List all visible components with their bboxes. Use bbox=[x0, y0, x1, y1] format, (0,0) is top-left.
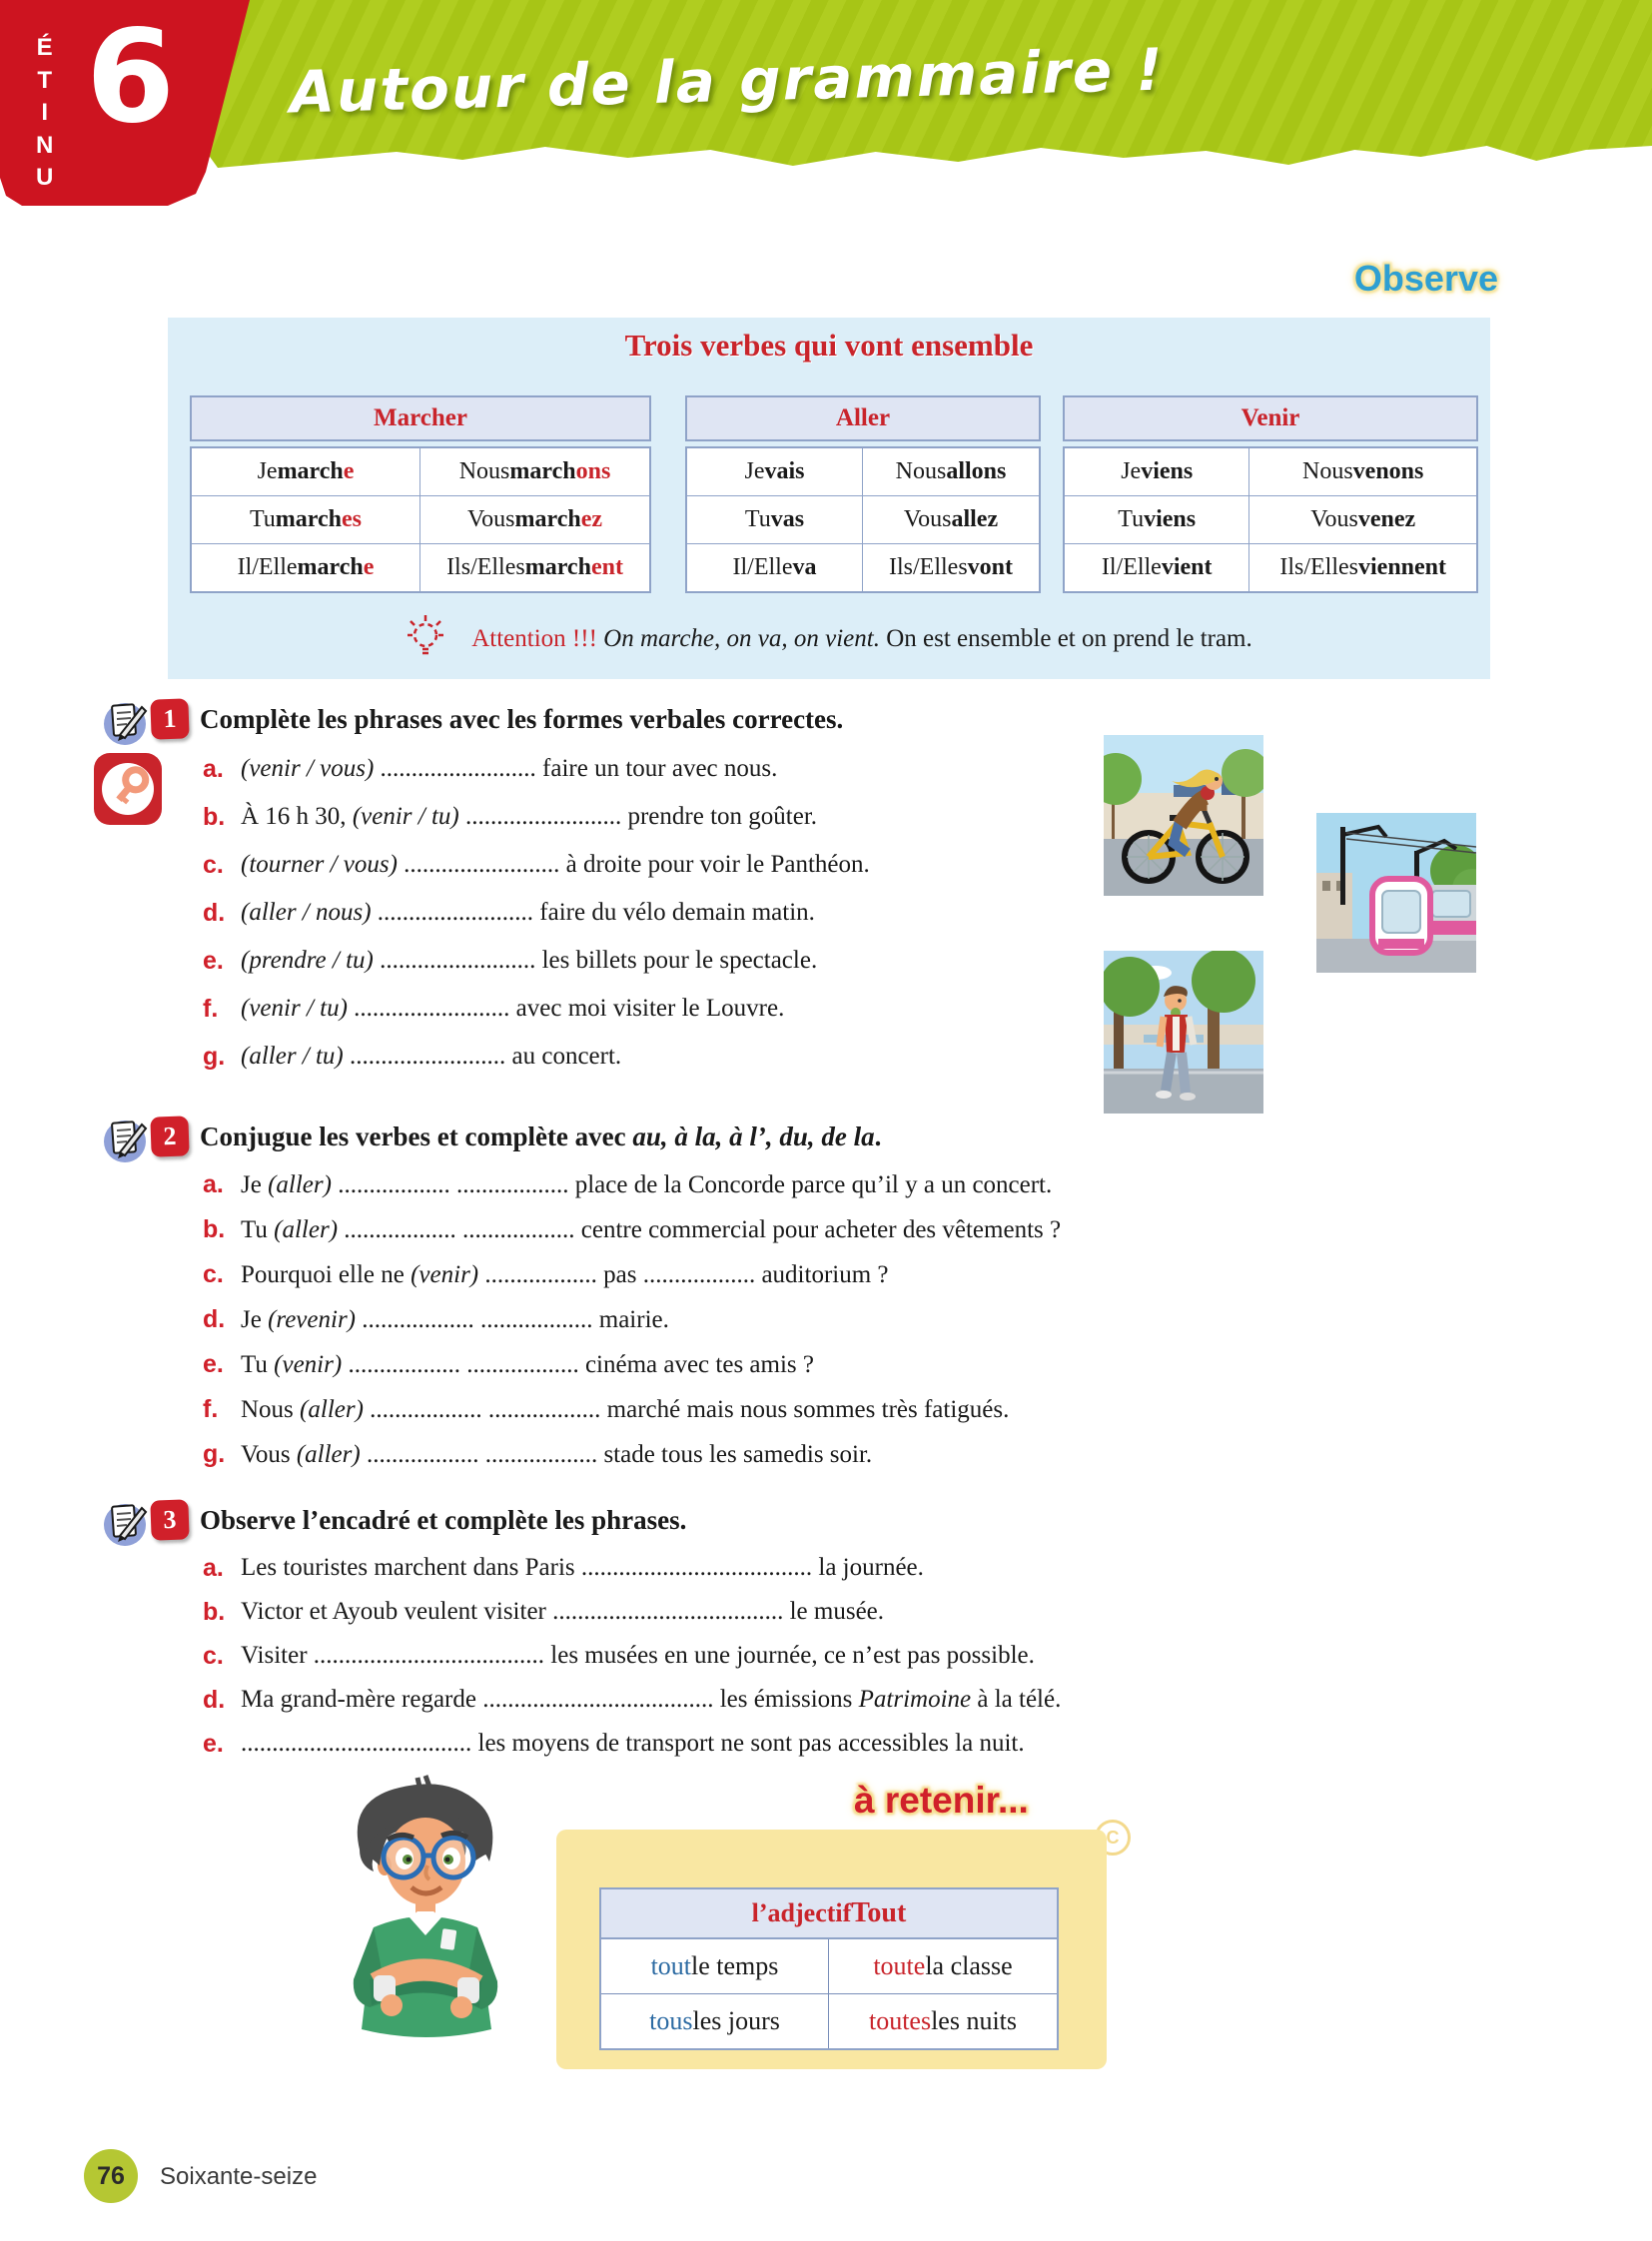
exercise-item bbox=[0, 1634, 1061, 1678]
conjugation-cell: Je march e bbox=[192, 448, 420, 496]
item-letter: a. bbox=[203, 754, 224, 783]
notepad-pencil-icon bbox=[100, 697, 150, 747]
item-text: (venir / tu) ......................... avec moi visiter le Louvre. bbox=[241, 995, 785, 1022]
unit-number: 6 bbox=[86, 3, 176, 152]
exercise-item bbox=[0, 1546, 1061, 1590]
item-letter: a. bbox=[203, 1170, 224, 1198]
exercise-item bbox=[0, 1297, 1061, 1342]
conjugation-cell: Il/Elle va bbox=[687, 544, 863, 591]
unit-letter: É bbox=[36, 34, 53, 61]
exercise-number-badge: 3 bbox=[150, 1499, 189, 1540]
item-text: Je (revenir) .................. .................. mairie. bbox=[241, 1305, 669, 1333]
item-text: (prendre / tu) ......................... les billets pour le spectacle. bbox=[241, 947, 818, 974]
retenir-box bbox=[556, 1830, 1107, 2069]
item-letter: b. bbox=[203, 1597, 226, 1626]
conjugation-cell: Nous allons bbox=[863, 448, 1039, 496]
item-letter: c. bbox=[203, 1260, 224, 1288]
tout-cell: tous les jours bbox=[601, 1994, 829, 2048]
page-title: Autour de la grammaire ! bbox=[289, 35, 1166, 127]
item-text: ..................................... les moyens de transport ne sont pas accessibles la nuit. bbox=[241, 1730, 1025, 1757]
exercise-item bbox=[0, 985, 870, 1033]
conjugation-cell: Ils/Elles march ent bbox=[420, 544, 649, 591]
exercise-item bbox=[0, 1033, 870, 1081]
conjugation-table-title: Aller bbox=[685, 395, 1041, 441]
conjugation-cell: Vous march ez bbox=[420, 496, 649, 544]
exercise-item-list bbox=[0, 1162, 1061, 1477]
exercise-item bbox=[0, 889, 870, 937]
lightbulb-icon bbox=[406, 613, 445, 664]
item-letter: g. bbox=[203, 1042, 226, 1071]
attention-text: Attention !!! On marche, on va, on vient. On est ensemble et on prend le tram. bbox=[471, 624, 1252, 652]
conjugation-cell: Vous venez bbox=[1249, 496, 1476, 544]
item-text: (aller / nous) ......................... faire du vélo demain matin. bbox=[241, 899, 815, 926]
conjugation-cell: Je viens bbox=[1065, 448, 1249, 496]
item-text: (aller / tu) ......................... au concert. bbox=[241, 1043, 622, 1070]
conjugation-cell: Tu vas bbox=[687, 496, 863, 544]
conjugation-cell: Vous allez bbox=[863, 496, 1039, 544]
item-letter: g. bbox=[203, 1440, 226, 1468]
page-number-badge: 76 bbox=[84, 2149, 138, 2203]
exercise-item bbox=[0, 1678, 1061, 1722]
item-letter: a. bbox=[203, 1553, 224, 1582]
conjugation-cell: Ils/Elles vont bbox=[863, 544, 1039, 591]
unit-letter: T bbox=[37, 66, 52, 94]
unit-letter: I bbox=[41, 99, 48, 126]
item-letter: f. bbox=[203, 1395, 219, 1423]
conjugation-cell: Tu march es bbox=[192, 496, 420, 544]
item-text: (tourner / vous) ......................... à droite pour voir le Panthéon. bbox=[241, 851, 870, 878]
retenir-label: à retenir... bbox=[854, 1780, 1029, 1821]
exercise-item bbox=[0, 1252, 1061, 1297]
item-text: À 16 h 30, (venir / tu) ......................... prendre ton goûter. bbox=[241, 803, 818, 830]
exercise-title: Complète les phrases avec les formes verbales correctes. bbox=[200, 704, 844, 734]
exercise-title: Observe l’encadré et complète les phrases. bbox=[200, 1505, 687, 1535]
item-letter: e. bbox=[203, 1350, 224, 1378]
exercise-item bbox=[0, 1432, 1061, 1477]
item-letter: b. bbox=[203, 1215, 226, 1243]
conjugation-cell: Il/Elle vient bbox=[1065, 544, 1249, 591]
page-number-word: Soixante-seize bbox=[160, 2163, 318, 2190]
walker-illustration bbox=[1104, 951, 1263, 1114]
boy-illustration bbox=[330, 1770, 521, 2114]
item-letter: e. bbox=[203, 1729, 224, 1758]
conjugation-cell: Ils/Elles viennent bbox=[1249, 544, 1476, 591]
item-text: Ma grand-mère regarde ..................................... les émissions Patrimoine à la télé. bbox=[241, 1686, 1062, 1713]
key-icon bbox=[92, 751, 164, 827]
item-letter: c. bbox=[203, 1641, 224, 1670]
tout-cell: toute la classe bbox=[829, 1939, 1057, 1994]
conjugation-table-marcher bbox=[190, 395, 651, 593]
item-text: (venir / vous) ......................... faire un tour avec nous. bbox=[241, 755, 778, 782]
observe-label: Observe bbox=[1353, 258, 1498, 299]
conjugation-table-venir bbox=[1063, 395, 1478, 593]
tram-illustration bbox=[1316, 813, 1476, 973]
item-letter: e. bbox=[203, 946, 224, 975]
item-text: Les touristes marchent dans Paris ..................................... la journée. bbox=[241, 1554, 924, 1581]
item-text: Victor et Ayoub veulent visiter ..................................... le musée. bbox=[241, 1598, 885, 1625]
unit-letter: N bbox=[36, 131, 54, 159]
notepad-pencil-icon bbox=[100, 1498, 150, 1548]
conjugation-table-aller bbox=[685, 395, 1041, 593]
tout-table-title: l’adjectif Tout bbox=[599, 1887, 1059, 1939]
exercise-item bbox=[0, 1342, 1061, 1387]
conjugation-table-title: Marcher bbox=[190, 395, 651, 441]
exercise-item bbox=[0, 1722, 1061, 1766]
item-letter: c. bbox=[203, 850, 224, 879]
conjugation-cell: Je vais bbox=[687, 448, 863, 496]
conjugation-cell: Tu viens bbox=[1065, 496, 1249, 544]
exercise-item-list bbox=[0, 1546, 1061, 1766]
item-text: Je (aller) .................. .................. place de la Concorde parce qu’il y a un concert. bbox=[241, 1170, 1053, 1198]
conjugation-table-title: Venir bbox=[1063, 395, 1478, 441]
tout-cell: tout le temps bbox=[601, 1939, 829, 1994]
swirl-icon: C bbox=[1095, 1820, 1131, 1856]
exercise-item bbox=[0, 1590, 1061, 1634]
conjugation-cell: Nous venons bbox=[1249, 448, 1476, 496]
tout-table bbox=[599, 1887, 1059, 2050]
exercise-number-badge: 1 bbox=[150, 698, 189, 739]
item-letter: d. bbox=[203, 1305, 226, 1333]
exercise-item bbox=[0, 1207, 1061, 1252]
cyclist-illustration bbox=[1104, 735, 1263, 896]
item-letter: d. bbox=[203, 898, 226, 927]
item-letter: f. bbox=[203, 994, 219, 1023]
grammar-box bbox=[168, 318, 1490, 679]
exercise-item bbox=[0, 841, 870, 889]
notepad-pencil-icon bbox=[100, 1115, 150, 1164]
item-letter: b. bbox=[203, 802, 226, 831]
item-letter: d. bbox=[203, 1685, 226, 1714]
tout-cell: toutes les nuits bbox=[829, 1994, 1057, 2048]
exercise-item bbox=[0, 937, 870, 985]
exercise-item bbox=[0, 1387, 1061, 1432]
exercise-title: Conjugue les verbes et complète avec au, à la, à l’, du, de la. bbox=[200, 1121, 882, 1151]
conjugation-cell: Nous march ons bbox=[420, 448, 649, 496]
item-text: Vous (aller) .................. .................. stade tous les samedis soir. bbox=[241, 1440, 873, 1468]
item-text: Nous (aller) .................. .................. marché mais nous sommes très fatigués. bbox=[241, 1395, 1010, 1423]
unit-letter: U bbox=[36, 164, 54, 191]
attention-note bbox=[168, 613, 1490, 664]
exercise-item bbox=[0, 1162, 1061, 1207]
grammar-box-title: Trois verbes qui vont ensemble bbox=[624, 328, 1034, 363]
conjugation-cell: Il/Elle march e bbox=[192, 544, 420, 591]
tout-table-rows bbox=[599, 1939, 1059, 2050]
unit-label bbox=[36, 34, 53, 192]
exercise-number-badge: 2 bbox=[150, 1116, 189, 1156]
item-text: Visiter ..................................... les musées en une journée, ce n’est pas possible. bbox=[241, 1642, 1035, 1669]
item-text: Tu (venir) .................. .................. cinéma avec tes amis ? bbox=[241, 1350, 814, 1378]
item-text: Tu (aller) .................. .................. centre commercial pour acheter des vêtements ? bbox=[241, 1215, 1062, 1243]
item-text: Pourquoi elle ne (venir) .................. pas .................. auditorium ? bbox=[241, 1260, 889, 1288]
